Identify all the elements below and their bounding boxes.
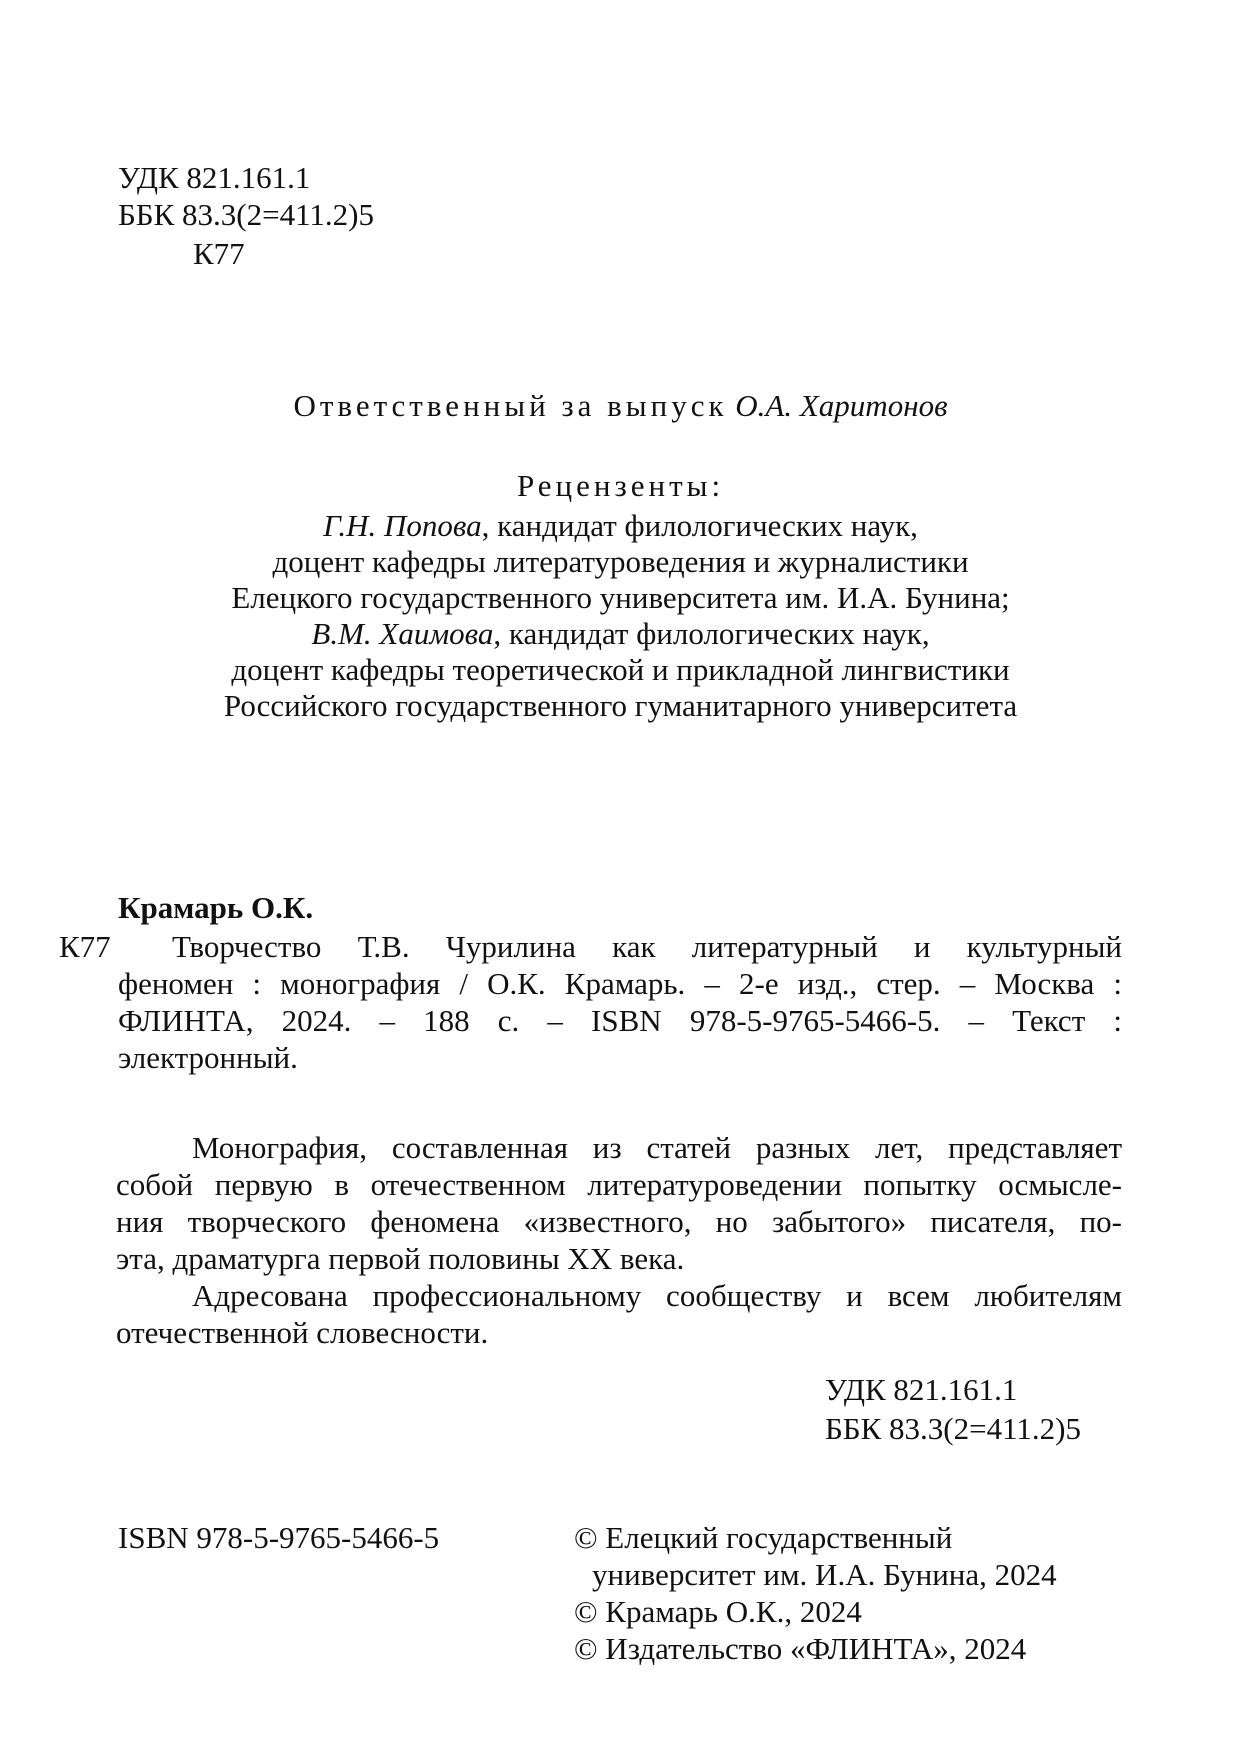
- reviewers-block: [0, 468, 1241, 724]
- copyright-1-line-2: университет им. И.А. Бунина, 2024: [592, 1557, 1057, 1592]
- annotation-line-1: Монография, составленная из статей разных лет, представляет: [192, 1130, 1122, 1165]
- reviewer-1-line-2: доцент кафедры литературоведения и журналистики: [272, 544, 969, 579]
- bibliographic-description: [118, 929, 1122, 1077]
- copyright-block: [574, 1520, 1057, 1668]
- responsible-editor: [0, 388, 1241, 424]
- reviewer-2-name: В.М. Хаимова: [311, 616, 494, 651]
- reviewer-2-line-3: Российского государственного гуманитарного университета: [223, 688, 1018, 723]
- reviewer-2-line-1: [0, 616, 1241, 652]
- annotation-line-2: собой первую в отечественном литературоведении попытку осмысле-: [116, 1167, 1122, 1202]
- annotation-line-5: Адресована профессиональному сообществу и всем любителям: [192, 1278, 1122, 1313]
- annotation-line-6: отечественной словесности.: [116, 1315, 489, 1350]
- bib-line-1: Творчество Т.В. Чурилина как литературный и культурный: [172, 929, 1122, 964]
- bbk-code-top: ББК 83.3(2=411.2)5: [118, 197, 375, 232]
- record-author: Крамарь О.К.: [118, 890, 314, 925]
- bbk-code-bottom: ББК 83.3(2=411.2)5: [825, 1411, 1082, 1446]
- reviewer-1-line-1: [0, 508, 1241, 544]
- reviewer-2-line-2: доцент кафедры теоретической и прикладной лингвистики: [231, 652, 1010, 687]
- bib-line-2: феномен : монография / О.К. Крамарь. – 2-е изд., стер. – Москва :: [118, 966, 1122, 1001]
- reviewer-1-line-3: Елецкого государственного университета им. И.А. Бунина;: [231, 580, 1010, 615]
- reviewers-heading: Рецензенты:: [516, 468, 725, 503]
- reviewer-2-degree: , кандидат филологических наук,: [493, 616, 930, 651]
- record-author-mark: К77: [59, 929, 111, 964]
- reviewer-1-name: Г.Н. Попова: [323, 508, 482, 543]
- isbn: ISBN 978-5-9765-5466-5: [118, 1520, 440, 1555]
- annotation-line-4: эта, драматурга первой половины XX века.: [116, 1241, 685, 1276]
- copyright-1-line-1: © Елецкий государственный: [574, 1520, 953, 1555]
- reviewer-1-degree: , кандидат филологических наук,: [481, 508, 918, 543]
- bib-line-4: электронный.: [118, 1040, 298, 1075]
- bib-line-3: ФЛИНТА, 2024. – 188 с. – ISBN 978-5-9765-5466-5. – Текст :: [118, 1003, 1122, 1038]
- responsible-name: О.А. Харитонов: [735, 388, 948, 423]
- copyright-3: © Издательство «ФЛИНТА», 2024: [574, 1631, 1027, 1666]
- copyright-2: © Крамарь О.К., 2024: [574, 1594, 862, 1629]
- responsible-label: Ответственный за выпуск: [293, 388, 728, 423]
- udk-code-top: УДК 821.161.1: [118, 160, 311, 195]
- author-mark-top: К77: [193, 236, 245, 271]
- udk-code-bottom: УДК 821.161.1: [825, 1372, 1018, 1407]
- annotation-line-3: ния творческого феномена «известного, но забытого» писателя, по-: [116, 1204, 1122, 1239]
- annotation: [116, 1130, 1122, 1352]
